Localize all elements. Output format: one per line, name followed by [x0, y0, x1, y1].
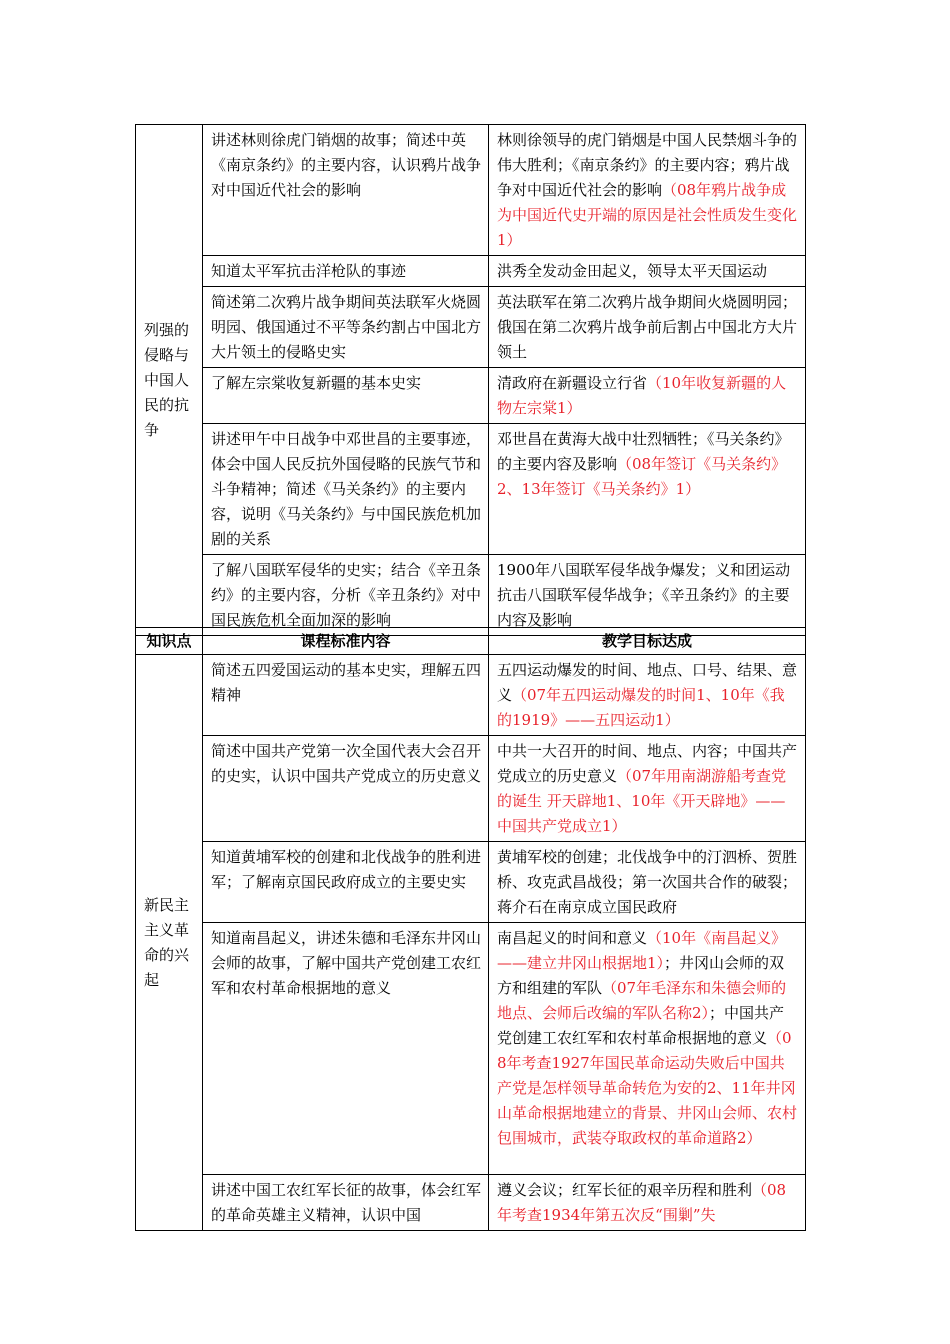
header-row: [136, 628, 806, 655]
goal-text: 洪秀全发动金田起义，领导太平天国运动: [497, 262, 768, 280]
exam-note: （10年《南昌起义》——建立井冈山根据地1）: [497, 929, 787, 972]
goal-text: 南昌起义的时间和意义: [497, 929, 648, 947]
standard-cell: 知道太平军抗击洋枪队的事迹: [203, 256, 489, 287]
table-row: [136, 736, 806, 842]
standard-cell: 简述中国共产党第一次全国代表大会召开的史实，认识中国共产党成立的历史意义: [203, 736, 489, 842]
standard-cell: 讲述林则徐虎门销烟的故事；简述中英《南京条约》的主要内容，认识鸦片战争对中国近代社会的影响: [203, 125, 489, 256]
goal-cell: [489, 368, 806, 424]
table-row: [136, 923, 806, 1175]
table-row: [136, 842, 806, 923]
standard-cell: 了解左宗棠收复新疆的基本史实: [203, 368, 489, 424]
goal-text: 清政府在新疆设立行省: [497, 374, 648, 392]
standard-cell: 简述五四爱国运动的基本史实，理解五四精神: [203, 655, 489, 736]
exam-note: （08年考查1927年国民革命运动失败后中国共产党是怎样领导革命转危为安的2、11年井冈山革命根据地建立的背景、井冈山会师、农村包围城市，武装夺取政权的革命道路2）: [497, 1029, 798, 1147]
table-row: [136, 1175, 806, 1231]
table-row: [136, 125, 806, 256]
goal-text: 林则徐领导的虎门销烟是中国人民禁烟斗争的伟大胜利；《南京条约》的主要内容；鸦片战争对中国近代社会的影响: [497, 131, 798, 199]
goal-text: 五四运动爆发的时间、地点、口号、结果、意义: [497, 661, 798, 704]
curriculum-table-2: [135, 627, 806, 1231]
topic-cell: 列强的侵略与中国人民的抗争: [136, 125, 203, 636]
goal-cell: [489, 1175, 806, 1231]
standard-cell: 知道黄埔军校的创建和北伐战争的胜利进军；了解南京国民政府成立的主要史实: [203, 842, 489, 923]
goal-cell: [489, 287, 806, 368]
curriculum-table-1: [135, 124, 806, 636]
table-row: [136, 424, 806, 555]
table-row: [136, 555, 806, 636]
header-standard: 课程标准内容: [203, 628, 489, 655]
goal-text: 遵义会议；红军长征的艰辛历程和胜利: [497, 1181, 753, 1199]
goal-text: 英法联军在第二次鸦片战争期间火烧圆明园；俄国在第二次鸦片战争前后割占中国北方大片领土: [497, 293, 798, 361]
standard-cell: 了解八国联军侵华的史实；结合《辛丑条约》的主要内容，分析《辛丑条约》对中国民族危机全面加深的影响: [203, 555, 489, 636]
exam-note: （08年签订《马关条约》2、13年签订《马关条约》1）: [497, 455, 787, 498]
table-row: [136, 256, 806, 287]
standard-cell: 简述第二次鸦片战争期间英法联军火烧圆明园、俄国通过不平等条约割占中国北方大片领土的侵略史实: [203, 287, 489, 368]
exam-note: （07年用南湖游船考查党的诞生 开天辟地1、10年《开天辟地》——中国共产党成立1）: [497, 767, 787, 835]
goal-cell: [489, 923, 806, 1175]
exam-note: （08年考查1934年第五次反“围剿”失: [497, 1181, 787, 1224]
exam-note: （07年毛泽东和朱德会师的地点、会师后改编的军队名称2）: [497, 979, 787, 1022]
goal-cell: [489, 555, 806, 636]
goal-text: 中共一大召开的时间、地点、内容；中国共产党成立的历史意义: [497, 742, 798, 785]
header-topic: 知识点: [136, 628, 203, 655]
goal-cell: [489, 655, 806, 736]
goal-cell: [489, 125, 806, 256]
standard-cell: 讲述中国工农红军长征的故事，体会红军的革命英雄主义精神，认识中国: [203, 1175, 489, 1231]
goal-text: 邓世昌在黄海大战中壮烈牺牲；《马关条约》的主要内容及影响: [497, 430, 790, 473]
standard-cell: 讲述甲午中日战争中邓世昌的主要事迹，体会中国人民反抗外国侵略的民族气节和斗争精神；简述《马关条约》的主要内容，说明《马关条约》与中国民族危机加剧的关系: [203, 424, 489, 555]
topic-cell: 新民主主义革命的兴起: [136, 655, 203, 1231]
goal-text: 1900年八国联军侵华战争爆发；义和团运动抗击八国联军侵华战争；《辛丑条约》的主要内容及影响: [497, 561, 791, 629]
goal-cell: [489, 256, 806, 287]
goal-text: ；中国共产党创建工农红军和农村革命根据地的意义: [497, 1004, 785, 1047]
standard-cell: 知道南昌起义，讲述朱德和毛泽东井冈山会师的故事，了解中国共产党创建工农红军和农村革命根据地的意义: [203, 923, 489, 1175]
exam-note: （08年鸦片战争成为中国近代史开端的原因是社会性质发生变化1）: [497, 181, 798, 249]
exam-note: （07年五四运动爆发的时间1、10年《我的1919》——五四运动1）: [497, 686, 785, 729]
goal-cell: [489, 736, 806, 842]
table-row: [136, 655, 806, 736]
goal-text: ；井冈山会师的双方和组建的军队: [497, 954, 785, 997]
goal-text: 黄埔军校的创建；北伐战争中的汀泗桥、贺胜桥、攻克武昌战役；第一次国共合作的破裂；蒋介石在南京成立国民政府: [497, 848, 798, 916]
goal-cell: [489, 424, 806, 555]
exam-note: （10年收复新疆的人物左宗棠1）: [497, 374, 787, 417]
table-row: [136, 287, 806, 368]
table-row: [136, 368, 806, 424]
goal-cell: [489, 842, 806, 923]
header-goal: 教学目标达成: [489, 628, 806, 655]
